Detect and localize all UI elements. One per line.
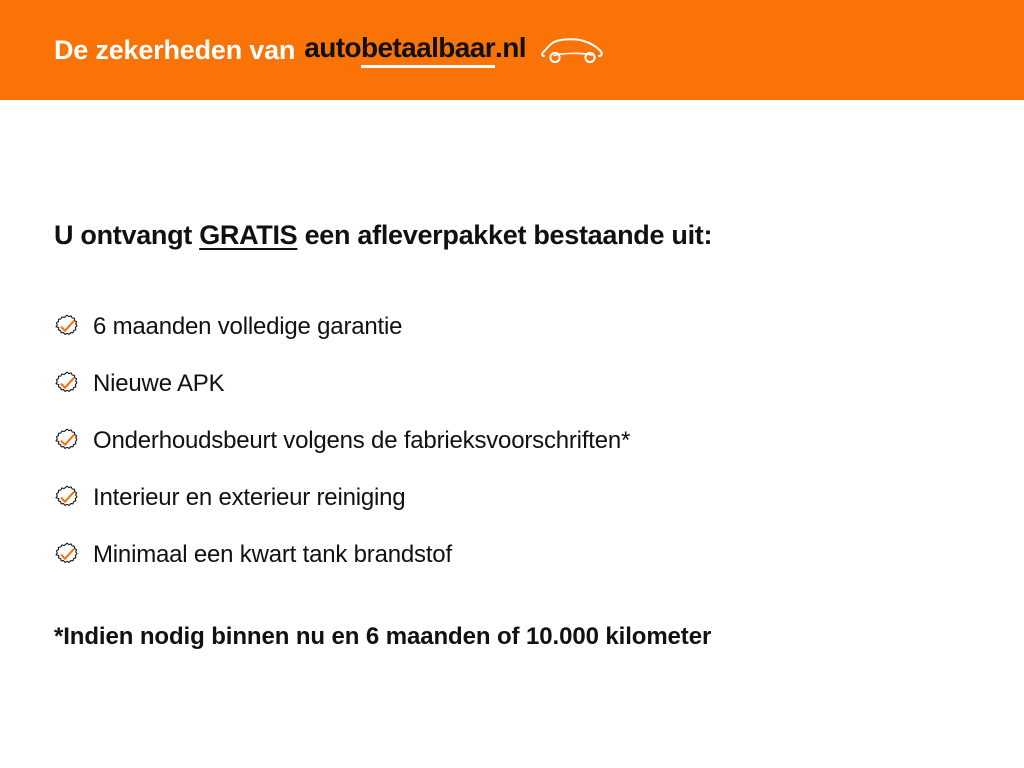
list-item	[54, 469, 954, 526]
main-content	[0, 100, 1024, 768]
benefits-list	[54, 298, 954, 583]
list-item	[54, 526, 954, 583]
heading-emphasis: GRATIS	[199, 220, 298, 250]
footnote-text: *Indien nodig binnen nu en 6 maanden of 10.000 kilometer	[54, 623, 712, 650]
page-title: De zekerheden van	[54, 34, 296, 65]
list-item-label: Interieur en exterieur reiniging	[93, 483, 406, 511]
list-item-label: 6 maanden volledige garantie	[93, 312, 403, 340]
car-icon	[540, 36, 604, 64]
page-header	[0, 0, 1024, 100]
list-item	[54, 355, 954, 412]
check-gear-icon	[54, 542, 80, 568]
heading-text-after: een afleverpakket bestaande uit:	[297, 220, 713, 250]
heading-text-before: U ontvangt	[54, 220, 200, 250]
list-item-label: Nieuwe APK	[93, 369, 225, 397]
brand-part-auto: auto	[304, 32, 361, 63]
list-item-label: Onderhoudsbeurt volgens de fabrieksvoorschriften*	[93, 426, 631, 454]
brand-part-tld: .nl	[495, 32, 526, 63]
header-content	[54, 32, 604, 68]
brand-logo-text	[304, 32, 526, 68]
list-item	[54, 412, 954, 469]
check-gear-icon	[54, 428, 80, 454]
check-gear-icon	[54, 485, 80, 511]
check-gear-icon	[54, 314, 80, 340]
brand-part-betaalbaar: betaalbaar	[361, 32, 495, 68]
list-item	[54, 298, 954, 355]
section-heading	[54, 220, 712, 251]
list-item-label: Minimaal een kwart tank brandstof	[93, 540, 452, 568]
check-gear-icon	[54, 371, 80, 397]
